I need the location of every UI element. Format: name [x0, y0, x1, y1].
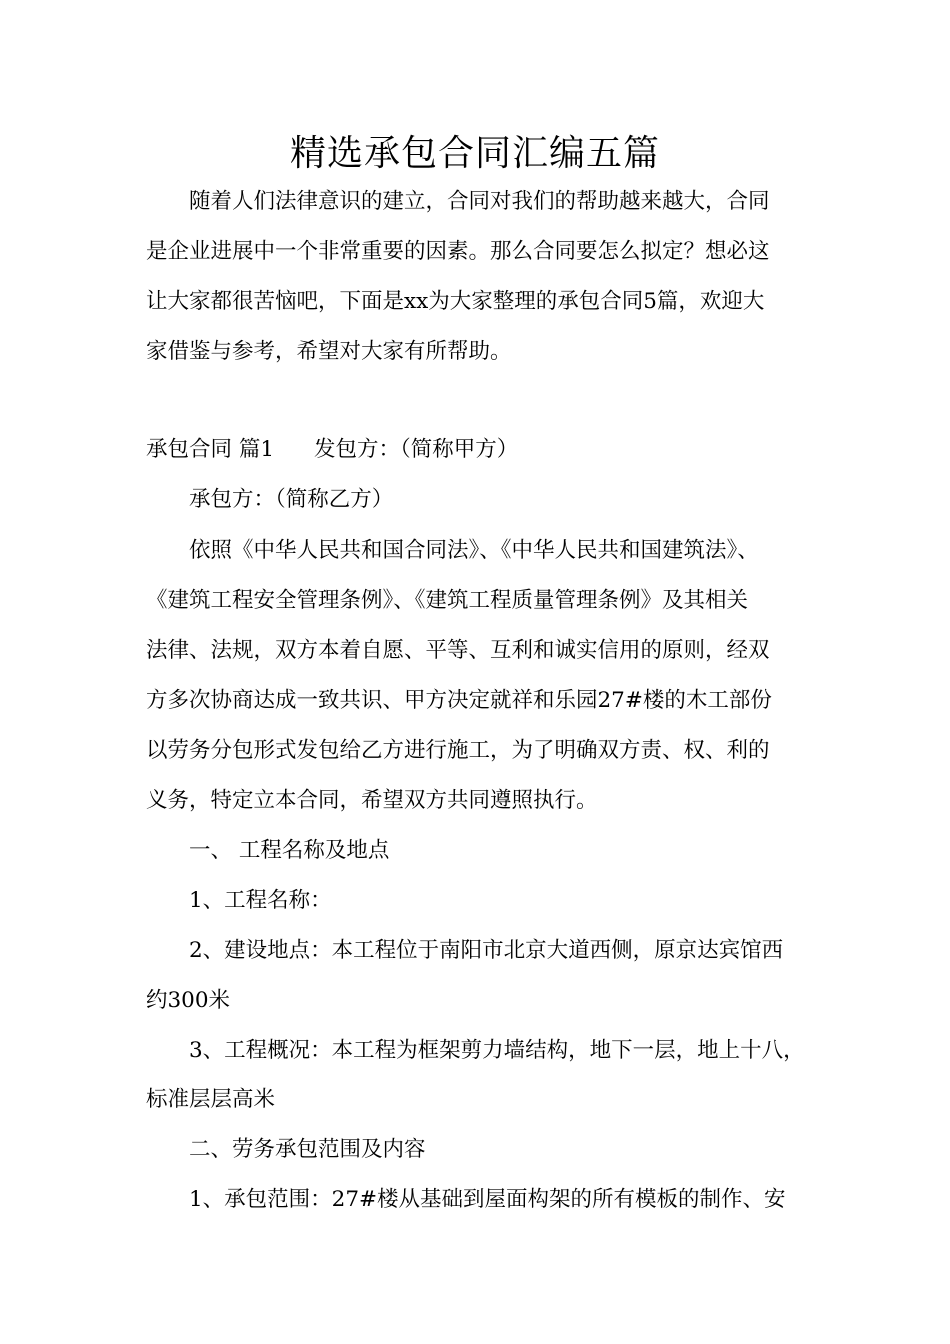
paragraph-line: 义务，特定立本合同，希望双方共同遵照执行。: [146, 788, 598, 813]
clause-heading: 一、 工程名称及地点: [189, 838, 390, 863]
paragraph-line: 是企业进展中一个非常重要的因素。那么合同要怎么拟定？想必这: [146, 239, 770, 264]
section-heading-line: [146, 435, 518, 465]
paragraph-line: 标准层层高米: [146, 1087, 276, 1112]
paragraph-line: 法律、法规，双方本着自愿、平等、互利和诚实信用的原则，经双: [146, 638, 770, 663]
clause-item: 2、建设地点：本工程位于南阳市北京大道西侧，原京达宾馆西: [189, 938, 784, 963]
party-a-label: 发包方：（简称甲方）: [314, 437, 519, 462]
paragraph-line: 约300米: [146, 988, 231, 1013]
clause-item: 1、承包范围：27#楼从基础到屋面构架的所有模板的制作、安: [189, 1187, 786, 1212]
paragraph-line: 依照《中华人民共和国合同法》、《中华人民共和国建筑法》、: [189, 538, 759, 563]
paragraph-line: 方多次协商达成一致共识、甲方决定就祥和乐园27#楼的木工部份: [146, 688, 772, 713]
paragraph-line: 《建筑工程安全管理条例》、《建筑工程质量管理条例》及其相关: [146, 588, 749, 613]
paragraph-line: 随着人们法律意识的建立，合同对我们的帮助越来越大，合同: [189, 189, 770, 214]
document-title: 精选承包合同汇编五篇: [289, 133, 660, 174]
section-heading: 承包合同 篇1: [146, 437, 275, 462]
clause-item: 3、工程概况：本工程为框架剪力墙结构，地下一层，地上十八，: [189, 1038, 805, 1063]
clause-item: 1、工程名称：: [189, 888, 332, 913]
party-b-label: 承包方：（简称乙方）: [189, 487, 394, 512]
clause-heading: 二、劳务承包范围及内容: [189, 1137, 426, 1162]
paragraph-line: 以劳务分包形式发包给乙方进行施工，为了明确双方责、权、利的: [146, 738, 770, 763]
paragraph-line: 让大家都很苦恼吧，下面是xx为大家整理的承包合同5篇，欢迎大: [146, 289, 765, 314]
paragraph-line: 家借鉴与参考，希望对大家有所帮助。: [146, 339, 512, 364]
